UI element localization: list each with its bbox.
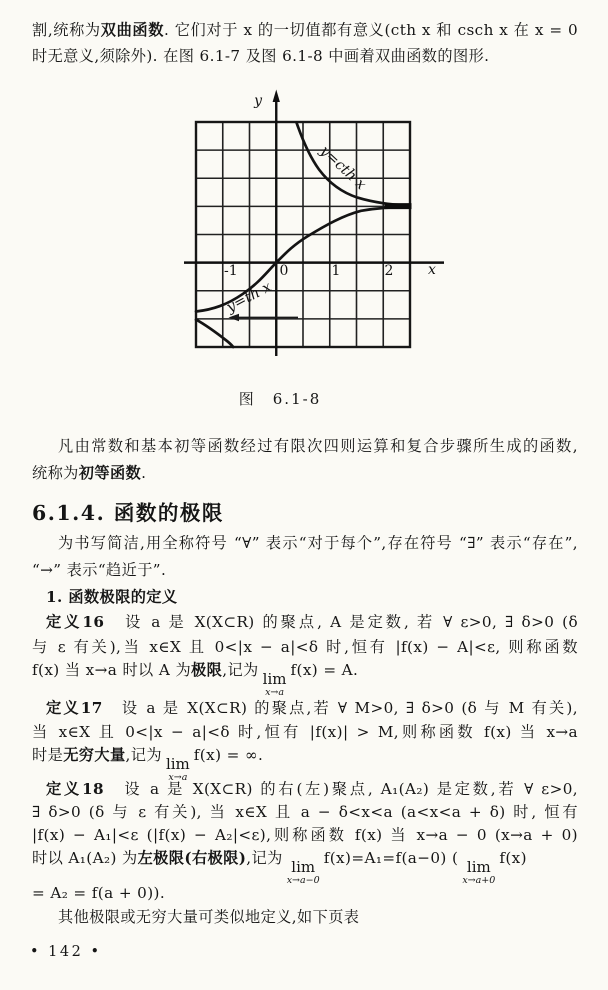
closing-line: 其他极限或无穷大量可类似地定义,如下页表 <box>58 908 360 926</box>
intro-line-1-post: . 它们对于 x 的一切值都有意义(cth x 和 csch x 在 x = 0 <box>164 21 579 39</box>
tick-1: 1 <box>331 263 341 279</box>
def16-line-3-post: f(x) = A. <box>290 661 359 679</box>
graph-svg <box>160 88 460 378</box>
tick-2: 2 <box>384 263 394 279</box>
lim-subscript: x→a <box>168 772 188 783</box>
intro-line-1-pre: 割,统称为 <box>32 21 101 39</box>
term-elementary-functions: 初等函数 <box>78 464 142 482</box>
def17-line-1 <box>32 698 578 719</box>
def18-line-3: |f(x) − A₁|<ε (|f(x) − A₂|<ε),则称函数 f(x) 当 x→a − 0 (x→a + 0) <box>32 826 578 844</box>
curve-cth-positive <box>297 123 411 206</box>
section-heading: 6.1.4. 函数的极限 <box>32 501 224 525</box>
notation-line-2: “→” 表示“趋近于”. <box>32 561 167 579</box>
def17-line-3-mid: ,记为 <box>125 746 162 764</box>
x-axis-label: x <box>428 262 436 278</box>
term-hyperbolic-functions: 双曲函数 <box>100 21 165 39</box>
def17-line-2: 当 x∈X 且 0<|x − a|<δ 时,恒有 |f(x)| > M,则称函数 f(x) 当 x→a <box>32 723 578 741</box>
figure-hyperbolic-graph <box>160 88 460 378</box>
def18-line-4-mid2: f(x)=A₁=f(a−0) ( <box>323 849 459 867</box>
def18-line-1 <box>32 779 578 800</box>
def18-line-4 <box>32 848 578 886</box>
term-limit: 极限 <box>191 661 223 679</box>
y-axis-label: y <box>254 93 262 109</box>
grid-lines <box>196 122 410 347</box>
figure-caption: 图 6.1-8 <box>238 390 322 408</box>
limit-notation <box>263 672 287 698</box>
def17-line-1-text: 设 a 是 X(X⊂R) 的聚点,若 ∀ M>0, ∃ δ>0 (δ 与 M 有关), <box>102 699 578 717</box>
def18-label: 定义18 <box>46 780 104 798</box>
tick-minus1: -1 <box>224 263 238 279</box>
def17-line-3 <box>32 745 578 783</box>
curve-cth-negative <box>196 320 233 347</box>
lim-operator: lim <box>262 670 287 688</box>
term-infinity-quantity: 无穷大量 <box>63 746 126 764</box>
lim-operator: lim <box>291 858 316 876</box>
elementary-line-1: 凡由常数和基本初等函数经过有限次四则运算和复合步骤所生成的函数, <box>58 437 578 455</box>
notation-line-1: 为书写简洁,用全称符号 “∀” 表示“对于每个”,存在符号 “∃” 表示“存在”, <box>58 534 578 552</box>
def17-line-3-pre: 时是 <box>32 746 64 764</box>
def18-line-4-pre: 时以 A₁(A₂) 为 <box>32 849 138 867</box>
intro-line-1 <box>32 20 578 41</box>
def18-line-2: ∃ δ>0 (δ 与 ε 有关), 当 x∈X 且 a − δ<x<a (a<x<a + δ) 时, 恒有 <box>32 803 578 821</box>
def17-line-3-post: f(x) = ∞. <box>193 746 264 764</box>
elementary-line-2-post: . <box>141 464 147 482</box>
curve-label-th: y=th x <box>224 279 275 316</box>
limit-notation-right <box>462 860 495 886</box>
def16-line-1 <box>32 612 578 633</box>
page-number: • 142 • <box>30 944 102 960</box>
lim-operator: lim <box>165 755 190 773</box>
lim-operator: lim <box>466 858 491 876</box>
term-left-right-limit: 左极限(右极限) <box>137 849 247 867</box>
curve-label-cth: y=cth x <box>316 142 369 194</box>
def16-line-3 <box>32 660 578 698</box>
def16-line-2: 与 ε 有关),当 x∈X 且 0<|x − a|<δ 时,恒有 |f(x) − A|<ε, 则称函数 <box>32 638 578 656</box>
def17-label: 定义17 <box>46 699 103 717</box>
def18-line-4-mid: ,记为 <box>246 849 283 867</box>
elementary-line-2 <box>32 463 578 484</box>
lim-subscript: x→a+0 <box>462 875 496 886</box>
def16-line-3-pre: f(x) 当 x→a 时以 A 为 <box>32 661 192 679</box>
intro-line-2: 时无意义,须除外). 在图 6.1-7 及图 6.1-8 中画着双曲函数的图形. <box>32 47 490 65</box>
def16-line-3-mid: ,记为 <box>222 661 259 679</box>
def18-line-5: = A₂ = f(a + 0)). <box>32 884 166 902</box>
lim-subscript: x→a−0 <box>286 875 320 886</box>
lim-subscript: x→a <box>265 687 285 698</box>
y-axis-arrowhead-icon <box>273 90 280 103</box>
def18-line-4-post: f(x) <box>499 849 527 867</box>
def16-label: 定义16 <box>46 613 105 631</box>
def16-line-1-text: 设 a 是 X(X⊂R) 的聚点, A 是定数, 若 ∀ ε>0, ∃ δ>0 (δ <box>104 613 578 631</box>
def18-line-1-text: 设 a 是 X(X⊂R) 的右(左)聚点, A₁(A₂) 是定数,若 ∀ ε>0, <box>103 780 578 798</box>
elementary-line-2-pre: 统称为 <box>32 464 79 482</box>
limit-notation-left <box>287 860 320 886</box>
tick-0: 0 <box>279 263 289 279</box>
subheading-limit-definition: 1. 函数极限的定义 <box>46 588 178 606</box>
